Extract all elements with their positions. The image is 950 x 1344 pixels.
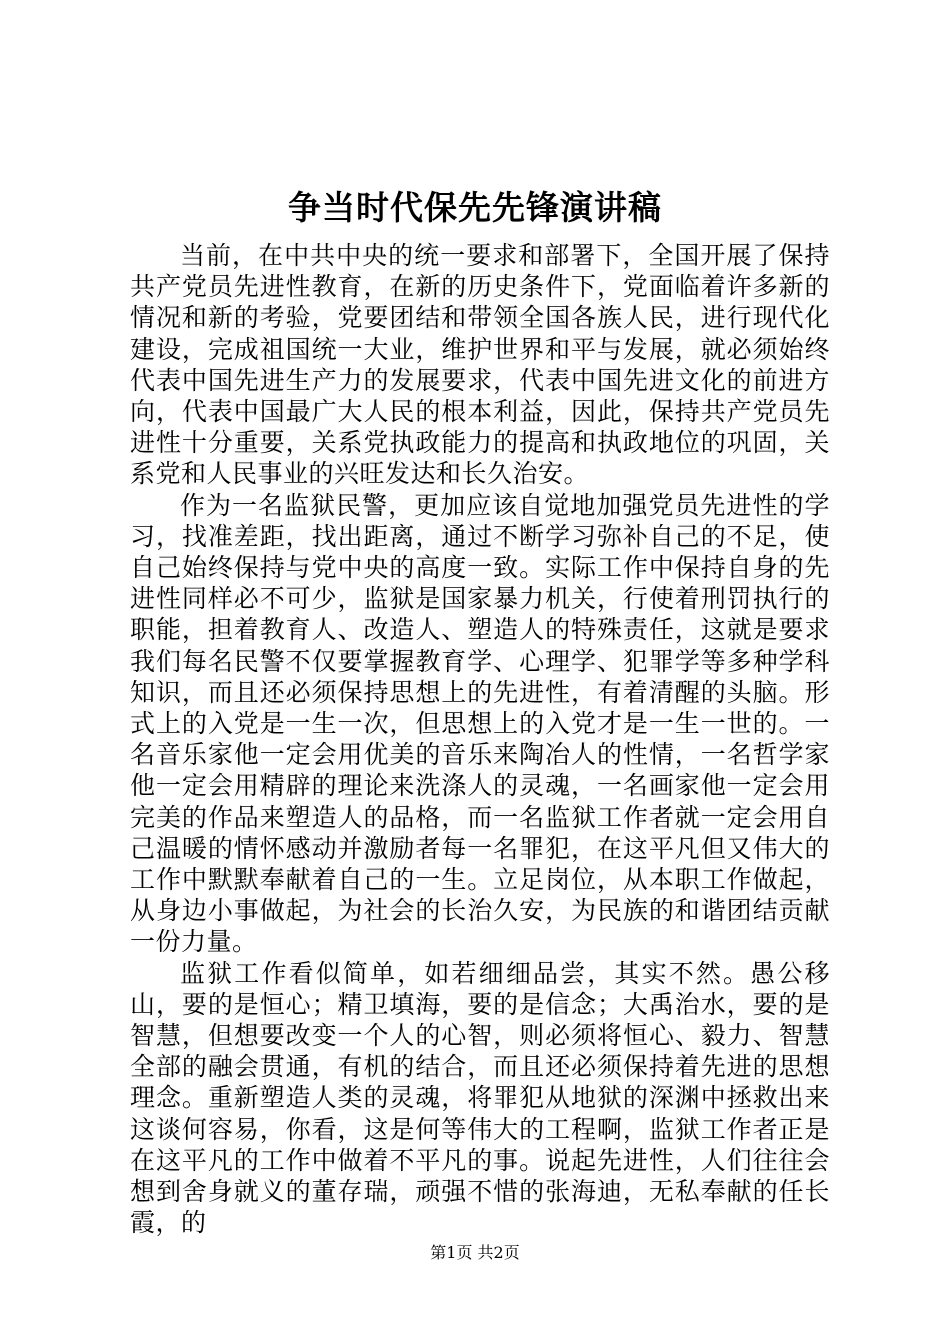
page-footer: 第1页 共2页 <box>430 1243 520 1262</box>
paragraph-2: 作为一名监狱民警，更加应该自觉地加强党员先进性的学习，找准差距，找出距离，通过不断学习弥补自己的不足，使自己始终保持与党中央的高度一致。实际工作中保持自身的先进性同样必不可少，监狱是国家暴力机关，行使着刑罚执行的职能，担着教育人、改造人、塑造人的特殊责任，这就是要求我们每名民警不仅要掌握教育学、心理学、犯罪学等多种学科知识，而且还必须保持思想上的先进性，有着清醒的头脑。形式上的入党是一生一次，但思想上的入党才是一生一世的。一名音乐家他一定会用优美的音乐来陶冶人的性情，一名哲学家他一定会用精辟的理论来洗涤人的灵魂，一名画家他一定会用完美的作品来塑造人的品格，而一名监狱工作者就一定会用自己温暖的情怀感动并激励者每一名罪犯，在这平凡但又伟大的工作中默默奉献着自己的一生。立足岗位，从本职工作做起，从身边小事做起，为社会的长治久安，为民族的和谐团结贡献一份力量。 <box>130 490 830 957</box>
paragraph-1: 当前，在中共中央的统一要求和部署下，全国开展了保持共产党员先进性教育，在新的历史条件下，党面临着许多新的情况和新的考验，党要团结和带领全国各族人民，进行现代化建设，完成祖国统一大业，维护世界和平与发展，就必须始终代表中国先进生产力的发展要求，代表中国先进文化的前进方向，代表中国最广大人民的根本利益，因此，保持共产党员先进性十分重要，关系党执政能力的提高和执政地位的巩固，关系党和人民事业的兴旺发达和长久治安。 <box>130 241 830 489</box>
document-body <box>130 240 830 1239</box>
document-title: 争当时代保先先锋演讲稿 <box>288 188 662 227</box>
paragraph-3: 监狱工作看似简单，如若细细品尝，其实不然。愚公移山，要的是恒心；精卫填海，要的是信念；大禹治水，要的是智慧，但想要改变一个人的心智，则必须将恒心、毅力、智慧全部的融会贯通，有机的结合，而且还必须保持着先进的思想理念。重新塑造人类的灵魂，将罪犯从地狱的深渊中拯救出来这谈何容易，你看，这是何等伟大的工程啊，监狱工作者正是在这平凡的工作中做着不平凡的事。说起先进性，人们往往会想到舍身就义的董存瑞，顽强不惜的张海迪，无私奉献的任长霞，的 <box>130 958 830 1238</box>
